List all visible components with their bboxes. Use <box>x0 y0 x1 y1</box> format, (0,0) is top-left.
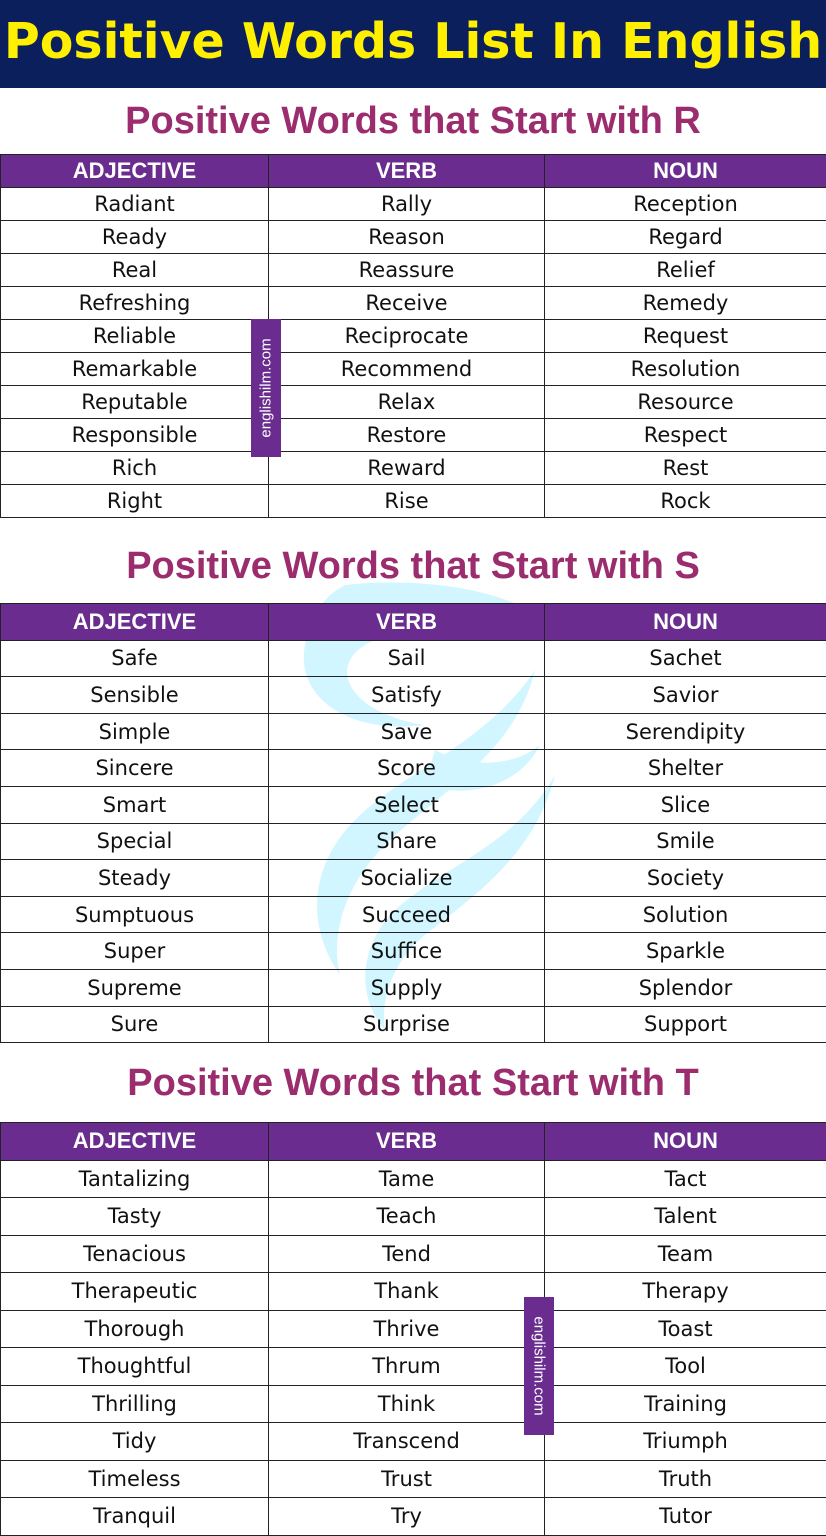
table-row <box>1 419 826 452</box>
cell-adjective: Tasty <box>1 1198 269 1236</box>
column-header-noun: NOUN <box>545 155 826 188</box>
cell-noun: Solution <box>545 896 826 933</box>
cell-noun: Tool <box>545 1348 826 1386</box>
cell-adjective: Remarkable <box>1 353 269 386</box>
table-row <box>1 933 826 970</box>
cell-adjective: Steady <box>1 860 269 897</box>
word-table-t <box>0 1122 826 1536</box>
cell-noun: Splendor <box>545 969 826 1006</box>
word-table-r <box>0 154 826 518</box>
table-row <box>1 452 826 485</box>
cell-adjective: Supreme <box>1 969 269 1006</box>
table-row <box>1 1273 826 1311</box>
cell-adjective: Refreshing <box>1 287 269 320</box>
cell-verb: Satisfy <box>269 677 545 714</box>
table-row <box>1 254 826 287</box>
cell-noun: Shelter <box>545 750 826 787</box>
cell-verb: Think <box>269 1385 545 1423</box>
column-header-adjective: ADJECTIVE <box>1 604 269 641</box>
cell-noun: Slice <box>545 786 826 823</box>
cell-noun: Rock <box>545 485 826 518</box>
table-row <box>1 677 826 714</box>
cell-adjective: Reliable <box>1 320 269 353</box>
cell-adjective: Thrilling <box>1 1385 269 1423</box>
table-row <box>1 969 826 1006</box>
table-row <box>1 750 826 787</box>
cell-verb: Succeed <box>269 896 545 933</box>
table-row <box>1 1160 826 1198</box>
cell-adjective: Safe <box>1 640 269 677</box>
cell-verb: Thrive <box>269 1310 545 1348</box>
table-row <box>1 1498 826 1536</box>
cell-noun: Relief <box>545 254 826 287</box>
cell-noun: Sparkle <box>545 933 826 970</box>
cell-noun: Respect <box>545 419 826 452</box>
cell-verb: Try <box>269 1498 545 1536</box>
column-header-verb: VERB <box>269 604 545 641</box>
cell-verb: Teach <box>269 1198 545 1236</box>
cell-adjective: Tidy <box>1 1423 269 1461</box>
column-header-noun: NOUN <box>545 604 826 641</box>
cell-adjective: Timeless <box>1 1460 269 1498</box>
cell-noun: Regard <box>545 221 826 254</box>
table-header-row <box>1 1123 826 1161</box>
cell-verb: Recommend <box>269 353 545 386</box>
column-header-adjective: ADJECTIVE <box>1 1123 269 1161</box>
table-row <box>1 860 826 897</box>
cell-noun: Talent <box>545 1198 826 1236</box>
cell-adjective: Therapeutic <box>1 1273 269 1311</box>
table-row <box>1 287 826 320</box>
watermark-badge <box>524 1297 554 1435</box>
table-header-row <box>1 604 826 641</box>
title-banner <box>0 0 826 88</box>
word-table-s <box>0 603 826 1043</box>
cell-verb: Restore <box>269 419 545 452</box>
table-row <box>1 1006 826 1043</box>
cell-verb: Reason <box>269 221 545 254</box>
cell-adjective: Rich <box>1 452 269 485</box>
cell-noun: Society <box>545 860 826 897</box>
column-header-noun: NOUN <box>545 1123 826 1161</box>
cell-noun: Truth <box>545 1460 826 1498</box>
section-heading-t: Positive Words that Start with T <box>127 1062 699 1104</box>
cell-adjective: Sure <box>1 1006 269 1043</box>
cell-noun: Sachet <box>545 640 826 677</box>
cell-verb: Trust <box>269 1460 545 1498</box>
section-heading-r: Positive Words that Start with R <box>125 100 701 142</box>
cell-adjective: Tranquil <box>1 1498 269 1536</box>
cell-verb: Score <box>269 750 545 787</box>
cell-noun: Therapy <box>545 1273 826 1311</box>
column-header-verb: VERB <box>269 155 545 188</box>
cell-verb: Sail <box>269 640 545 677</box>
cell-noun: Team <box>545 1235 826 1273</box>
cell-verb: Select <box>269 786 545 823</box>
cell-verb: Rise <box>269 485 545 518</box>
cell-verb: Share <box>269 823 545 860</box>
cell-adjective: Reputable <box>1 386 269 419</box>
cell-noun: Tact <box>545 1160 826 1198</box>
cell-adjective: Ready <box>1 221 269 254</box>
cell-noun: Request <box>545 320 826 353</box>
cell-adjective: Simple <box>1 713 269 750</box>
table-row <box>1 640 826 677</box>
cell-verb: Reciprocate <box>269 320 545 353</box>
cell-adjective: Special <box>1 823 269 860</box>
table-row <box>1 386 826 419</box>
cell-noun: Savior <box>545 677 826 714</box>
table-row <box>1 786 826 823</box>
table-row <box>1 188 826 221</box>
cell-adjective: Responsible <box>1 419 269 452</box>
cell-noun: Smile <box>545 823 826 860</box>
cell-verb: Suffice <box>269 933 545 970</box>
table-row <box>1 221 826 254</box>
table-row <box>1 713 826 750</box>
cell-adjective: Sensible <box>1 677 269 714</box>
cell-adjective: Tantalizing <box>1 1160 269 1198</box>
cell-adjective: Tenacious <box>1 1235 269 1273</box>
cell-verb: Supply <box>269 969 545 1006</box>
cell-adjective: Radiant <box>1 188 269 221</box>
table-row <box>1 1235 826 1273</box>
cell-verb: Socialize <box>269 860 545 897</box>
table-row <box>1 896 826 933</box>
cell-verb: Transcend <box>269 1423 545 1461</box>
cell-verb: Save <box>269 713 545 750</box>
cell-verb: Reassure <box>269 254 545 287</box>
cell-adjective: Sumptuous <box>1 896 269 933</box>
table-row <box>1 320 826 353</box>
table-row <box>1 485 826 518</box>
cell-verb: Surprise <box>269 1006 545 1043</box>
cell-noun: Resource <box>545 386 826 419</box>
table-row <box>1 1460 826 1498</box>
table-row <box>1 1310 826 1348</box>
cell-adjective: Real <box>1 254 269 287</box>
cell-noun: Remedy <box>545 287 826 320</box>
page-title: Positive Words List In English <box>3 13 823 70</box>
cell-noun: Rest <box>545 452 826 485</box>
section-heading-s: Positive Words that Start with S <box>126 545 700 587</box>
cell-adjective: Right <box>1 485 269 518</box>
cell-noun: Triumph <box>545 1423 826 1461</box>
cell-verb: Receive <box>269 287 545 320</box>
table-header-row <box>1 155 826 188</box>
cell-noun: Training <box>545 1385 826 1423</box>
cell-adjective: Thoughtful <box>1 1348 269 1386</box>
cell-verb: Tend <box>269 1235 545 1273</box>
table-row <box>1 1198 826 1236</box>
cell-noun: Reception <box>545 188 826 221</box>
watermark-text: englishilm.com <box>530 1316 548 1416</box>
cell-verb: Rally <box>269 188 545 221</box>
cell-verb: Tame <box>269 1160 545 1198</box>
cell-adjective: Super <box>1 933 269 970</box>
column-header-verb: VERB <box>269 1123 545 1161</box>
cell-noun: Serendipity <box>545 713 826 750</box>
cell-noun: Tutor <box>545 1498 826 1536</box>
cell-verb: Thank <box>269 1273 545 1311</box>
table-row <box>1 1423 826 1461</box>
cell-verb: Reward <box>269 452 545 485</box>
watermark-badge <box>251 319 281 457</box>
column-header-adjective: ADJECTIVE <box>1 155 269 188</box>
cell-verb: Relax <box>269 386 545 419</box>
table-row <box>1 1385 826 1423</box>
cell-adjective: Sincere <box>1 750 269 787</box>
table-row <box>1 823 826 860</box>
cell-noun: Toast <box>545 1310 826 1348</box>
table-row <box>1 353 826 386</box>
cell-adjective: Smart <box>1 786 269 823</box>
cell-adjective: Thorough <box>1 1310 269 1348</box>
watermark-text: englishilm.com <box>257 338 275 438</box>
cell-noun: Resolution <box>545 353 826 386</box>
cell-noun: Support <box>545 1006 826 1043</box>
cell-verb: Thrum <box>269 1348 545 1386</box>
table-row <box>1 1348 826 1386</box>
